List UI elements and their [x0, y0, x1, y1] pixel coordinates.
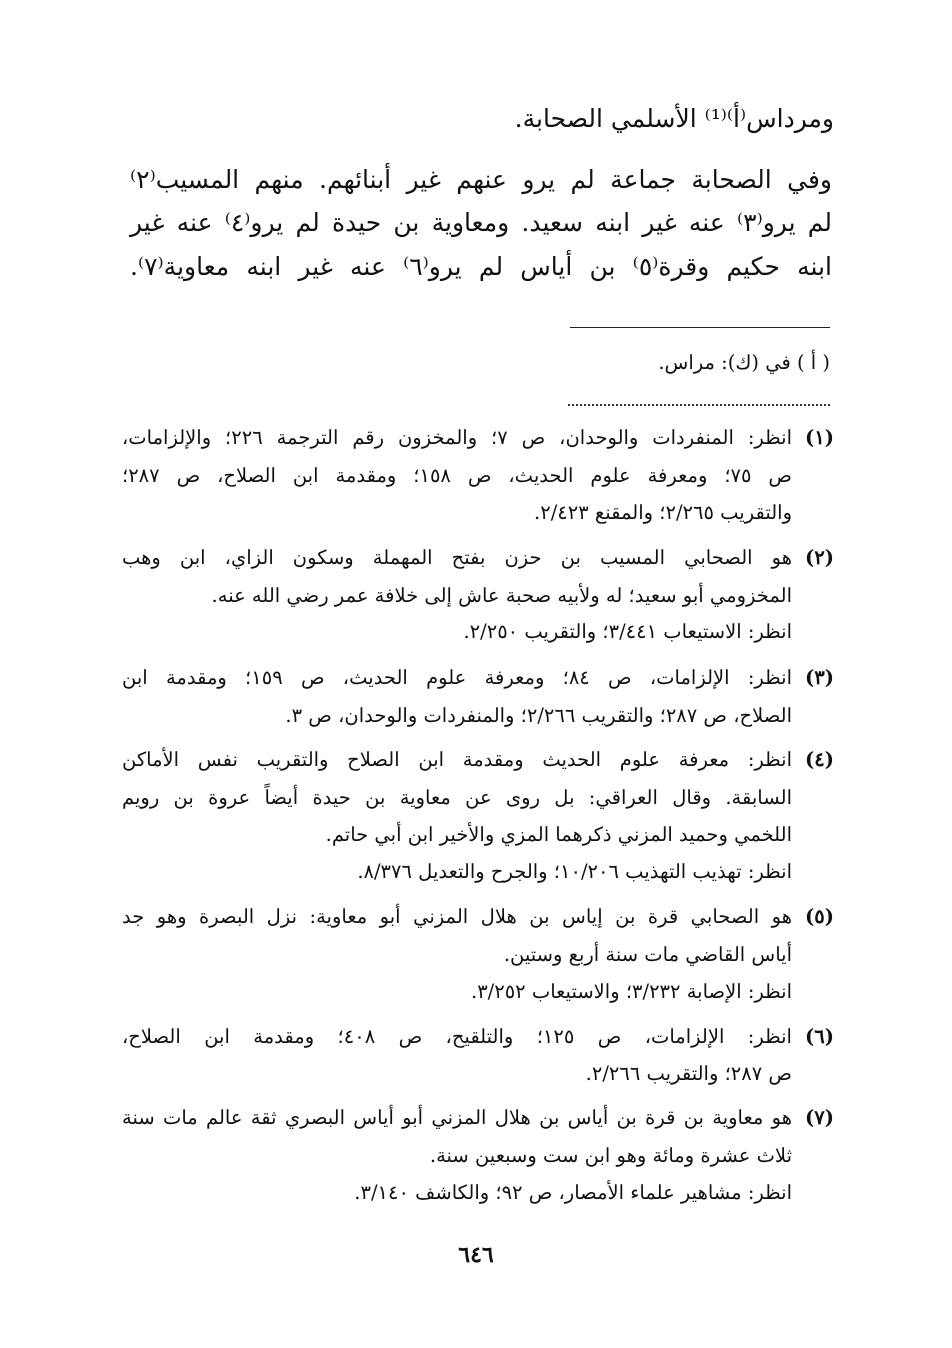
main-text-line: وفي الصحابة جماعة لم يرو عنهم غير أبنائهم. منهم المسيب⁽٢⁾ [130, 165, 832, 194]
dotted-separator [568, 404, 830, 406]
footnote-line: انظر: مشاهير علماء الأمصار، ص ٩٢؛ والكاشف ٣/١٤٠. [354, 1181, 792, 1204]
footnote-line: انظر: الإلزامات، ص ٨٤؛ ومعرفة علوم الحديث، ص ١٥٩؛ ومقدمة ابن [122, 666, 792, 689]
footnote-separator [570, 327, 830, 328]
footnote-line: المخزومي أبو سعيد؛ له ولأبيه صحبة عاش إلى خلافة عمر رضي الله عنه. [211, 584, 792, 607]
footnote-line: اللخمي وحميد المزني ذكرهما المزي والأخير ابن أبي حاتم. [325, 823, 792, 846]
main-text-line: ومرداس⁽أ⁾⁽¹⁾ الأسلمي الصحابة. [514, 104, 834, 133]
footnote-line: السابقة. وقال العراقي: بل روى عن معاوية بن حيدة أيضاً عروة بن رويم [122, 786, 792, 809]
footnote-line: ص ٢٨٧؛ والتقريب ٢/٢٦٦. [585, 1062, 792, 1085]
footnote-number: (٦) [805, 1025, 834, 1048]
footnote-line: أياس القاضي مات سنة أربع وستين. [503, 943, 792, 966]
footnote-line: انظر: المنفردات والوحدان، ص ٧؛ والمخزون رقم الترجمة ٢٢٦؛ والإلزامات، [122, 426, 792, 449]
footnote-line: انظر: الإلزامات، ص ١٢٥؛ والتلقيح، ص ٤٠٨؛ ومقدمة ابن الصلاح، [122, 1025, 792, 1048]
footnote-line: انظر: الإصابة ٣/٢٣٢؛ والاستيعاب ٣/٢٥٢. [470, 980, 792, 1003]
footnote-number: (٢) [805, 546, 834, 569]
footnote-line: والتقريب ٢/٢٦٥؛ والمقنع ٢/٤٢٣. [534, 501, 792, 524]
footnote-line: ثلاث عشرة ومائة وهو ابن ست وسبعين سنة. [429, 1144, 792, 1167]
footnote-line: انظر: الاستيعاب ٣/٤٤١؛ والتقريب ٢/٢٥٠. [463, 620, 792, 643]
footnote-line: انظر: معرفة علوم الحديث ومقدمة ابن الصلاح والتقريب نفس الأماكن [122, 748, 792, 771]
variant-note: ( أ ) في (ك): مراس. [658, 351, 830, 374]
main-text-line: ابنه حكيم وقرة⁽٥⁾ بن أياس لم يرو⁽٦⁾ عنه غير ابنه معاوية⁽٧⁾. [130, 252, 832, 281]
footnote-number: (١) [805, 426, 834, 449]
footnote-line: هو الصحابي المسيب بن حزن بفتح المهملة وسكون الزاي، ابن وهب [122, 546, 792, 569]
page-number: ٦٤٦ [458, 1242, 494, 1268]
main-text-line: لم يرو⁽٣⁾ عنه غير ابنه سعيد. ومعاوية بن حيدة لم يرو⁽٤⁾ عنه غير [130, 208, 832, 237]
footnote-number: (٣) [805, 666, 834, 689]
footnote-number: (٧) [805, 1106, 834, 1129]
footnote-line: ص ٧٥؛ ومعرفة علوم الحديث، ص ١٥٨؛ ومقدمة ابن الصلاح، ص ٢٨٧؛ [122, 464, 792, 487]
footnote-number: (٥) [805, 905, 834, 928]
footnote-line: الصلاح، ص ٢٨٧؛ والتقريب ٢/٢٦٦؛ والمنفردات والوحدان، ص ٣. [285, 704, 792, 727]
footnote-line: هو الصحابي قرة بن إياس بن هلال المزني أبو معاوية: نزل البصرة وهو جد [122, 905, 792, 928]
footnote-line: هو معاوية بن قرة بن أياس بن هلال المزني أبو أياس البصري ثقة عالم مات سنة [122, 1106, 792, 1129]
footnote-line: انظر: تهذيب التهذيب ١٠/٢٠٦؛ والجرح والتعديل ٨/٣٧٦. [357, 860, 792, 883]
footnote-number: (٤) [805, 748, 834, 771]
